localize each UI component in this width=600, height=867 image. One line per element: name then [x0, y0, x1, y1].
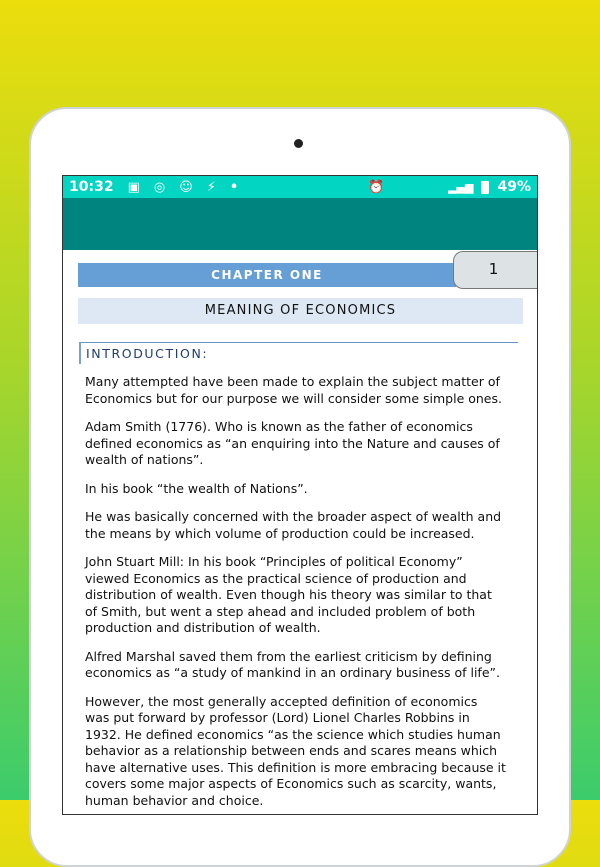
paragraph	[85, 694, 525, 810]
text-line: Many attempted have been made to explain the subject matter of	[85, 374, 500, 389]
text-line: Adam Smith (1776). Who is known as the father of economics	[85, 419, 473, 434]
text-line: Economics but for our purpose we will consider some simple ones.	[85, 390, 502, 406]
text-line: was put forward by professor (Lord) Lionel Charles Robbins in	[85, 710, 470, 725]
paragraph	[85, 554, 525, 637]
text-line: human behavior and choice.	[85, 792, 264, 808]
text-line: 1932. He defined economics “as the science which studies human	[85, 726, 501, 742]
text-line: He was basically concerned with the broader aspect of wealth and	[85, 509, 502, 524]
paragraph	[85, 374, 525, 407]
chapter-heading: CHAPTER ONE	[78, 263, 456, 287]
app-bar	[63, 198, 537, 250]
status-bar	[63, 176, 537, 198]
text-line: behavior as a relationship between ends and scares means which	[85, 743, 498, 758]
alarm-icon: ⏰	[368, 179, 385, 195]
text-line: However, the most generally accepted definition of economics	[85, 693, 478, 709]
text-line: production and distribution of wealth.	[85, 620, 321, 635]
screen-cast-icon: ▣	[127, 179, 140, 195]
text-line: covers some major aspects of Economics such as scarcity, wants,	[85, 776, 497, 791]
assistant-icon: ☺	[179, 179, 193, 195]
flash-icon: ⚡	[206, 179, 216, 195]
document-title: MEANING OF ECONOMICS	[78, 298, 523, 324]
text-line: Alfred Marshal saved them from the earliest criticism by defining	[85, 648, 492, 664]
section-heading: INTRODUCTION:	[79, 342, 518, 364]
page-number-tab[interactable]: 1	[453, 251, 538, 289]
text-line: defined economics as “an enquiring into the Nature and causes of	[85, 435, 500, 451]
battery-icon	[481, 181, 489, 194]
paragraph	[85, 481, 525, 498]
battery-level: 49%	[497, 179, 531, 195]
camera-icon	[294, 139, 303, 148]
text-line: the means by which volume of production could be increased.	[85, 525, 475, 541]
dot-icon: •	[229, 179, 239, 195]
signal-icon: ▂▄▆	[448, 180, 474, 194]
text-line: wealth of nations”.	[85, 452, 204, 467]
clock: 10:32	[69, 179, 114, 195]
text-line: of Smith, but went a step ahead and included problem of both	[85, 603, 476, 619]
text-line: In his book “the wealth of Nations”.	[85, 480, 308, 496]
paragraph	[85, 509, 525, 542]
text-line: John Stuart Mill: In his book “Principles of political Economy”	[85, 554, 463, 569]
text-line: viewed Economics as the practical science of production and	[85, 570, 467, 586]
text-line: economics as “a study of mankind in an ordinary business of life”.	[85, 665, 500, 680]
text-line: distribution of wealth. Even though his theory was similar to that	[85, 587, 492, 602]
document-body	[85, 374, 525, 815]
paragraph	[85, 419, 525, 469]
text-line: have alternative uses. This definition is more embracing because it	[85, 759, 506, 775]
paragraph	[85, 649, 525, 682]
screen	[62, 175, 538, 815]
hotspot-icon: ◎	[153, 179, 166, 195]
